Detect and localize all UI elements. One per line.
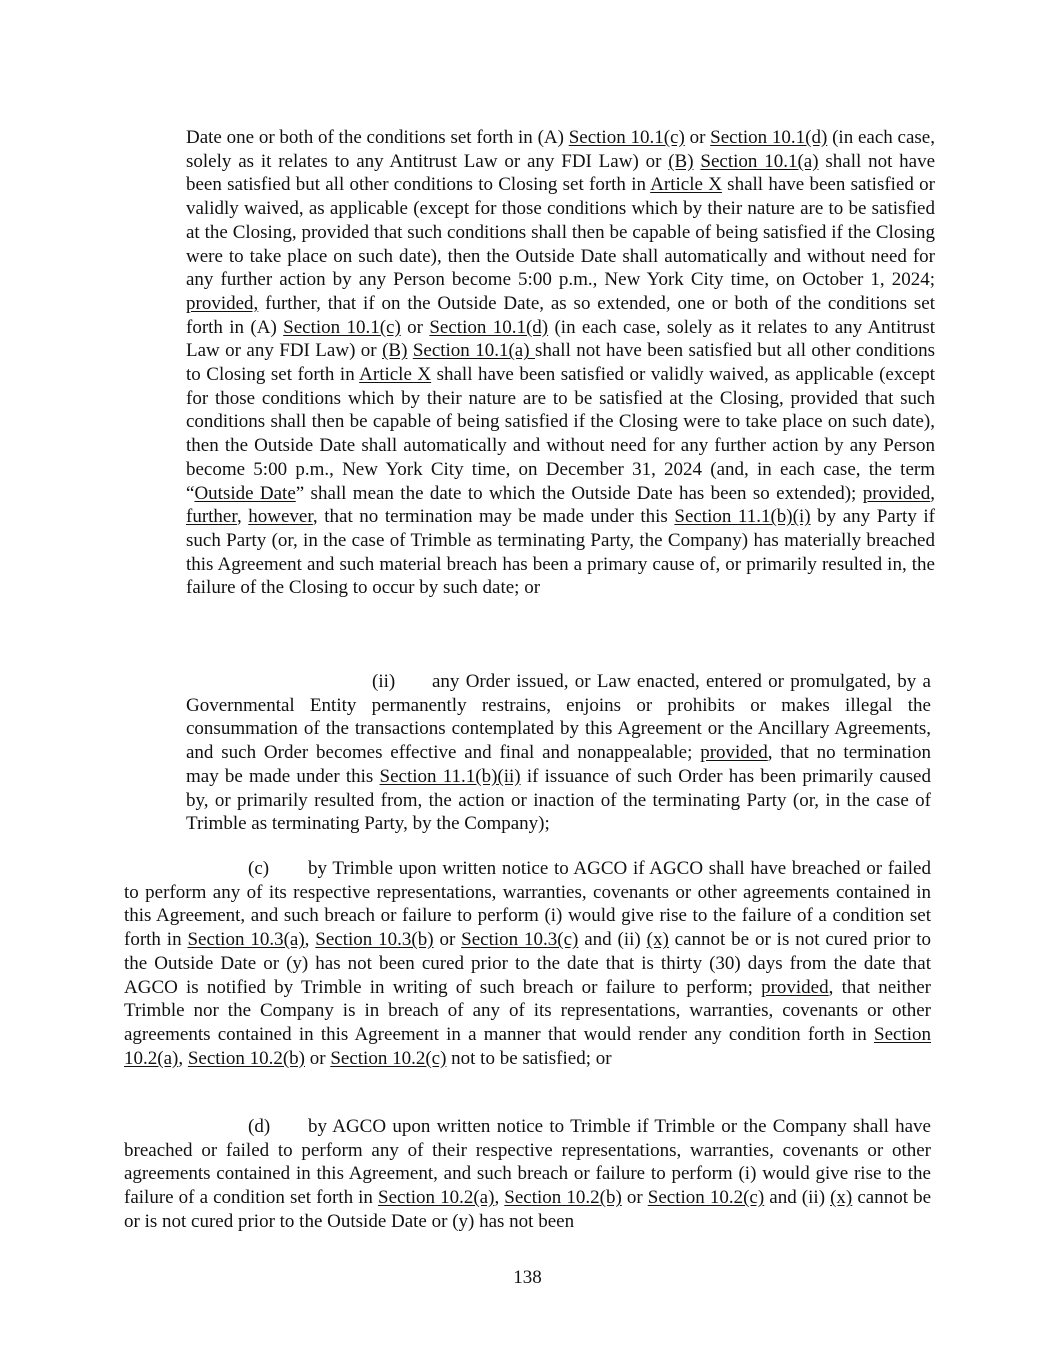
text-run: or — [621, 1187, 648, 1209]
section-reference: Section 10.1(d) — [429, 316, 549, 338]
section-reference: Section 10.2(c) — [330, 1047, 447, 1069]
defined-term: however — [248, 506, 313, 528]
section-reference: Section 10.3(b) — [315, 929, 434, 951]
text-run: , — [178, 1047, 188, 1069]
section-reference: Section 10.2(a) — [124, 1023, 931, 1069]
section-reference: Section 10.2(b) — [187, 1047, 305, 1069]
text-run: shall not have been satisfied but all other conditions to Closing set forth in — [186, 150, 936, 196]
text-run: ” shall mean the date to which the Outside Date has been so extended); — [295, 482, 863, 504]
section-reference: Section 10.1(c) — [568, 127, 685, 148]
text-run: or — [305, 1047, 331, 1069]
text-run: if issuance of such Order has been primarily caused by, or primarily resulted from, the action or inaction of the terminating Party (or, in the case of Trimble as terminating Party, by the Company); — [186, 765, 931, 835]
text-run: , that no termination may be made under this — [312, 506, 675, 528]
paragraph-clause-c — [124, 857, 931, 1070]
section-reference: Section 10.2(b) — [504, 1187, 622, 1209]
defined-term: Outside Date — [194, 482, 296, 504]
text-run: , that neither Trimble nor the Company is in breach of any of its representations, warranties, covenants or other agreements contained in this Agreement in a manner that would render any condition forth in — [124, 976, 931, 1045]
section-reference: Section 10.3(a) — [187, 929, 305, 951]
text-run: further, that if on the Outside Date, as so extended, one or both of the conditions set forth in (A) — [186, 292, 935, 338]
text-run: by any Party if such Party (or, in the case of Trimble as terminating Party, the Company) has materially breached this Agreement and such material breach has been a primary cause of, or primarily resulted in, the failure of the Closing to occur by such date; or — [186, 506, 935, 599]
section-reference: Section 11.1(b)(ii) — [379, 765, 521, 787]
text-run: shall have been satisfied or validly waived, as applicable (except for those conditions which by their nature are to be satisfied at the Closing, provided that such conditions shall then be capable of being satisfied if the Closing were to take place on such date), then the Outside Date shall automatically and without need for any further action by any Person become 5:00 p.m., New York City time, on December 31, 2024 (and, in each case, the term “ — [186, 364, 935, 504]
clause-reference: (x) — [830, 1187, 853, 1209]
text-run: , — [494, 1187, 505, 1209]
paragraph-outside-date-extension — [186, 126, 935, 600]
text-run: shall have been satisfied or validly waived, as applicable (except for those conditions which by their nature are to be satisfied at the Closing, provided that such conditions shall then be capable of being satisfied if the Closing were to take place on such date), then the Outside Date shall automatically and without need for any further action by any Person become 5:00 p.m., New York City time, on October 1, 2024; — [186, 174, 935, 291]
section-reference: Section 10.3(c) — [461, 929, 579, 951]
text-run: , — [930, 482, 935, 504]
section-reference: Section 10.1(a) — [412, 340, 535, 362]
section-reference: Section 11.1(b)(i) — [674, 506, 811, 528]
article-reference: Article X — [359, 364, 432, 386]
text-run: , that no termination may be made under this — [186, 742, 932, 787]
text-run: and (ii) — [578, 929, 647, 951]
clause-reference: (x) — [646, 929, 669, 951]
clause-marker: (d) — [248, 1116, 271, 1137]
text-run: , — [304, 929, 316, 951]
text-run: cannot be or is not cured prior to the Outside Date or (y) has not been cured prior to the date that is thirty (30) days from the date that AGCO is notified by Trimble in writing of such breach or failure to perform; — [124, 929, 932, 998]
section-reference: Section 10.1(c) — [283, 316, 401, 338]
text-run: or — [400, 316, 430, 338]
defined-term: provided — [761, 976, 829, 998]
text-run: (in each case, solely as it relates to any Antitrust Law or any FDI Law) or — [186, 316, 936, 362]
text-run: shall not have been satisfied but all other conditions to Closing set forth in — [186, 340, 936, 386]
text-run: not to be satisfied; or — [446, 1047, 612, 1069]
text-run: any Order issued, or Law enacted, entered or promulgated, by a Governmental Entity permanently restrains, enjoins or prohibits or makes illegal the consummation of the transactions contemplated by this Agreement or the Ancillary Agreements, and such Order becomes effective and final and nonappealable; — [186, 671, 931, 764]
text-run: (in each case, solely as it relates to any Antitrust Law or any FDI Law) or — [186, 127, 935, 172]
clause-marker: (ii) — [372, 671, 396, 692]
paragraph-clause-ii — [186, 670, 931, 836]
article-reference: Article X — [650, 174, 722, 196]
paragraph-clause-d — [124, 1115, 931, 1234]
defined-term: provided — [700, 742, 768, 764]
defined-term: provided — [862, 482, 931, 504]
defined-term: further — [186, 506, 237, 528]
section-reference: Section 10.1(d) — [710, 127, 828, 148]
clause-reference: (B) — [382, 340, 408, 362]
text-run: by Trimble upon written notice to AGCO if AGCO shall have breached or failed to perform any of its respective representations, warranties, covenants or other agreements contained in this Agreement, and such breach or failure to perform (i) would give rise to the failure of a condition set forth in — [124, 858, 931, 951]
text-run: Date one or both of the conditions set forth in (A) — [186, 127, 569, 148]
page-number: 138 — [513, 1267, 542, 1288]
section-reference: Section 10.2(c) — [647, 1187, 765, 1209]
text-run: by AGCO upon written notice to Trimble if Trimble or the Company shall have breached or failed to perform any of their respective representations, warranties, covenants or other agreements contained in this Agreement, and such breach or failure to perform (i) would give rise to the failure of a condition set forth in — [124, 1116, 931, 1209]
clause-marker: (c) — [248, 858, 270, 879]
section-reference: Section 10.2(a) — [378, 1187, 495, 1209]
text-run: cannot be or is not cured prior to the Outside Date or (y) has not been — [124, 1187, 932, 1232]
text-run: and (ii) — [764, 1187, 831, 1209]
text-run: or — [684, 127, 711, 148]
text-run: or — [433, 929, 462, 951]
section-reference: Section 10.1(a) — [700, 150, 819, 172]
text-run: , — [236, 506, 249, 528]
clause-reference: (B) — [668, 150, 694, 172]
defined-term: provided, — [186, 292, 259, 314]
